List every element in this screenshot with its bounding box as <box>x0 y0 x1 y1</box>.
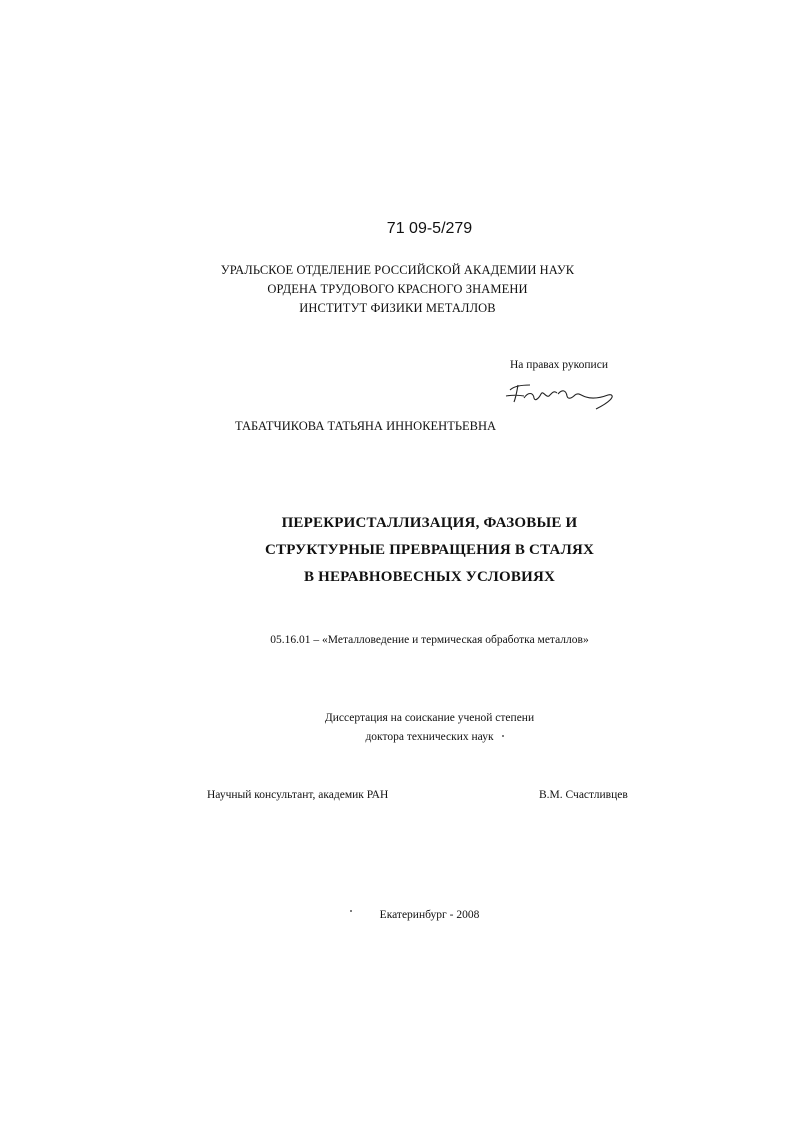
scan-speck <box>502 735 504 737</box>
author-name: ТАБАТЧИКОВА ТАТЬЯНА ИННОКЕНТЬЕВНА <box>234 419 497 433</box>
specialty-code: 05.16.01 – «Металловедение и термическая обработка металлов» <box>270 634 589 646</box>
catalog-number: 71 09-5/279 <box>386 220 473 237</box>
manuscript-rights-note: На правах рукописи <box>510 359 608 371</box>
city-year: Екатеринбург - 2008 <box>379 909 480 921</box>
scan-speck <box>350 910 352 912</box>
dissertation-title-line-2: СТРУКТУРНЫЕ ПРЕВРАЩЕНИЯ В СТАЛЯХ <box>264 542 595 558</box>
consultant-label: Научный консультант, академик РАН <box>207 789 389 801</box>
organization-line-2: ОРДЕНА ТРУДОВОГО КРАСНОГО ЗНАМЕНИ <box>267 282 528 296</box>
organization-line-1: УРАЛЬСКОЕ ОТДЕЛЕНИЕ РОССИЙСКОЙ АКАДЕМИИ НАУК <box>220 263 575 277</box>
organization-line-3: ИНСТИТУТ ФИЗИКИ МЕТАЛЛОВ <box>299 301 496 315</box>
dissertation-title-line-3: В НЕРАВНОВЕСНЫХ УСЛОВИЯХ <box>303 569 556 585</box>
degree-line-2: доктора технических наук <box>365 731 494 743</box>
dissertation-title-line-1: ПЕРЕКРИСТАЛЛИЗАЦИЯ, ФАЗОВЫЕ И <box>281 515 578 531</box>
degree-line-1: Диссертация на соискание ученой степени <box>324 712 535 724</box>
handwritten-signature <box>500 376 620 412</box>
consultant-name: В.М. Счастливцев <box>539 789 628 801</box>
